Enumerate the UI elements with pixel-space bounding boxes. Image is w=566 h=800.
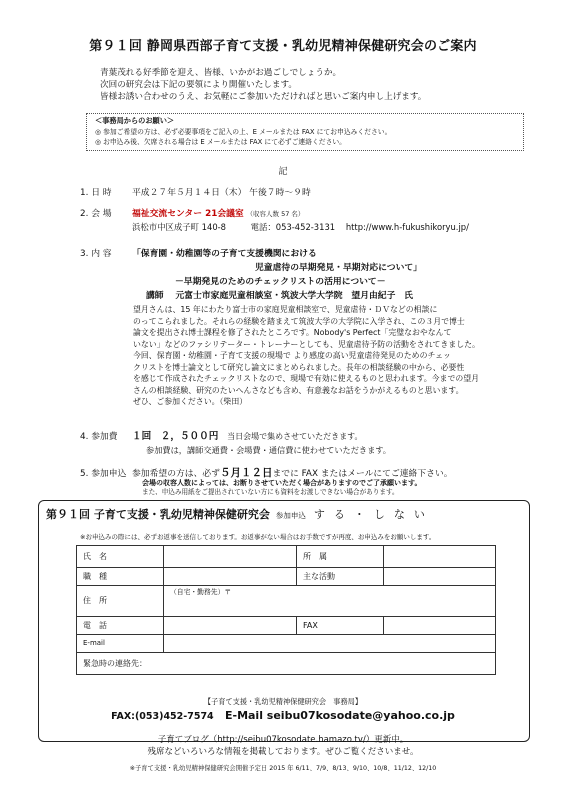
venue-address: 浜松市中区成子町 140-8	[132, 222, 226, 232]
phone-label: 電 話	[77, 617, 164, 635]
attendance-choice[interactable]: する・しない	[313, 508, 434, 521]
description-line: 望月さんは、15 年にわたり富士市の家庭児童相談室で、児童虐待・ＤＶなどの相談に	[133, 305, 438, 314]
venue-tel: 電話：053-452-3131	[250, 222, 336, 232]
venue-row	[80, 208, 304, 220]
venue-label: 2. 会 場	[80, 209, 112, 219]
fee-note: 当日会場で集めさせていただきます。	[227, 432, 363, 441]
notice-line: ◎ お申込み後、欠席される場合は E メールまたは FAX にて必ずご連絡ください。	[95, 137, 346, 146]
phone-field[interactable]	[164, 617, 297, 635]
email-label: E-mail	[77, 635, 164, 653]
affiliation-label: 所 属	[297, 546, 384, 568]
page-title: 第９１回 静岡県西部子育て支援・乳幼児精神保健研究会のご案内	[89, 39, 477, 54]
ki-heading: 記	[278, 167, 288, 177]
activity-label: 主な活動	[297, 568, 384, 586]
emergency-label: 緊急時の連絡先：	[83, 658, 147, 668]
description-line: さんの相談経験、研究のたいへんさなども含め、有意義なお話をうかがえるものと思います。	[133, 385, 464, 395]
form-title-row	[46, 507, 434, 522]
blog-notice	[0, 735, 566, 759]
fax-label: FAX	[297, 617, 384, 635]
office-contact	[0, 708, 566, 723]
office-fax: FAX:(053)452-7574	[111, 711, 214, 722]
date-value: 平成２７年５月１４日（木） 午後７時～９時	[132, 188, 311, 198]
office-name: 【子育て支援・乳幼児精神保健研究会 事務局】	[203, 697, 363, 706]
form-sub: 参加申込	[275, 511, 306, 520]
name-field[interactable]	[164, 546, 297, 568]
apply-label: 5. 参加申込	[80, 469, 127, 479]
venue-url[interactable]: http://www.h-fukushikoryu.jp/	[345, 222, 469, 232]
address-field[interactable]	[164, 586, 496, 617]
venue-name: 福祉交流センター 21会議室	[132, 209, 244, 219]
description-line: 今回、保育園・幼稚園・子育て支援の現場で より感度の高い児童虐待発見のためのチェッ	[133, 351, 451, 361]
description-line: を感じて作成されたチェックリストなので、現場で有効に使えるものと思われます。今までの望月	[133, 374, 480, 384]
fax-field[interactable]	[384, 617, 496, 635]
content-description	[133, 304, 508, 408]
office-email[interactable]: E-Mail seibu07kosodate@yahoo.co.jp	[224, 709, 455, 722]
description-line: いない」などのファシリテーター・トレーナーとしても、児童虐待予防の活動をされてきました。	[133, 339, 480, 349]
content-title-2: 児童虐待の早期発見・早期対応について」	[255, 263, 422, 273]
job-label: 職 種	[77, 568, 164, 586]
blog-line-2: 残席などいろいろな情報を掲載しております。ぜひご覧くださいませ。	[147, 746, 419, 757]
form-table	[76, 545, 496, 675]
apply-deadline: ５月１２日	[219, 467, 273, 479]
email-field[interactable]	[164, 635, 496, 653]
blog-line-1: 子育てブログ（http://seibu07kosodate.hamazo.tv/）更新中。	[157, 735, 409, 745]
emergency-contact-field[interactable]	[77, 653, 496, 675]
fee-value: １回 ２，５００円	[132, 431, 219, 442]
notice-line: ◎ 参加ご希望の方は、必ず必要事項をご記入の上、E メールまたは FAX にてお申込みください。	[95, 127, 392, 136]
fee-label: 4. 参加費	[80, 432, 118, 442]
content-label: 3. 内 容	[80, 249, 112, 259]
lecturer: 講師 元富士市家庭児童相談室・筑波大学大学院 望月由紀子 氏	[146, 291, 413, 301]
intro-text	[100, 68, 426, 104]
name-label: 氏 名	[77, 546, 164, 568]
intro-line: 皆様お誘い合わせのうえ、お気軽にご参加いただければと思いご案内申し上げます。	[100, 92, 427, 102]
office-notice	[86, 113, 524, 151]
notice-heading: ＜事務局からのお願い＞	[95, 116, 175, 125]
affiliation-field[interactable]	[384, 546, 496, 568]
date-label: 1. 日 時	[80, 188, 112, 198]
address-hint: （自宅・勤務先）〒	[170, 588, 232, 596]
form-title: 第９１回 子育て支援・乳幼児精神保健研究会	[46, 508, 270, 521]
content-subtitle: －早期発見のためのチェックリストの活用について－	[175, 277, 386, 287]
address-label: 住 所	[77, 586, 164, 617]
venue-address-row	[132, 222, 469, 234]
apply-text-a: 参加希望の方は、必ず	[132, 469, 220, 479]
intro-line: 次回の研究会は下記の要領により開催いたします。	[100, 80, 297, 90]
content-row	[80, 248, 317, 260]
description-line: のってこられました。それらの経験を踏まえて筑波大学の大学院に入学され、この３月で博士	[133, 316, 465, 326]
form-note: ※お申込みの際には、必ずお返事を送信しております。お返事がない場合はお手数ですが再度、お申込みをお願いします。	[80, 533, 436, 541]
description-line: クリストを博士論文として研究し論文にまとめられました。長年の相談経験の中から、必要性	[133, 362, 465, 372]
job-field[interactable]	[164, 568, 297, 586]
venue-capacity: （収容人数 57 名）	[246, 210, 305, 218]
apply-note-2: また、申込み用紙をご提出されていない方にも資料をお渡しできない場合があります。	[142, 488, 399, 496]
apply-note-1: 会場の収容人数によっては、お断りさせていただく場合がありますのでご了承願います。	[142, 479, 422, 487]
description-line: 論文を提出され博士課程を修了されたところです。Nobody's Perfect「完璧なおやなんて	[133, 328, 452, 338]
apply-text-b: までに FAX またはメールにてご連絡下さい。	[272, 469, 453, 479]
fee-row	[80, 430, 363, 443]
description-line: ぜひ、ご参加ください。（柴田）	[133, 397, 248, 407]
fee-line-2: 参加費は，講師交通費・会場費・通信費に使わせていただきます。	[146, 445, 391, 455]
intro-line: 青葉茂れる好季節を迎え、皆様、いかがお過ごしでしょうか。	[100, 68, 342, 78]
activity-field[interactable]	[384, 568, 496, 586]
schedule-note: ※子育て支援・乳幼児精神保健研究会開催予定日 2015 年 6/11、7/9、8/13、9/10、10/8、11/12、12/10	[129, 765, 437, 772]
date-row	[80, 187, 311, 199]
content-title-1: 「保育園・幼稚園等の子育て支援機関における	[132, 249, 317, 259]
